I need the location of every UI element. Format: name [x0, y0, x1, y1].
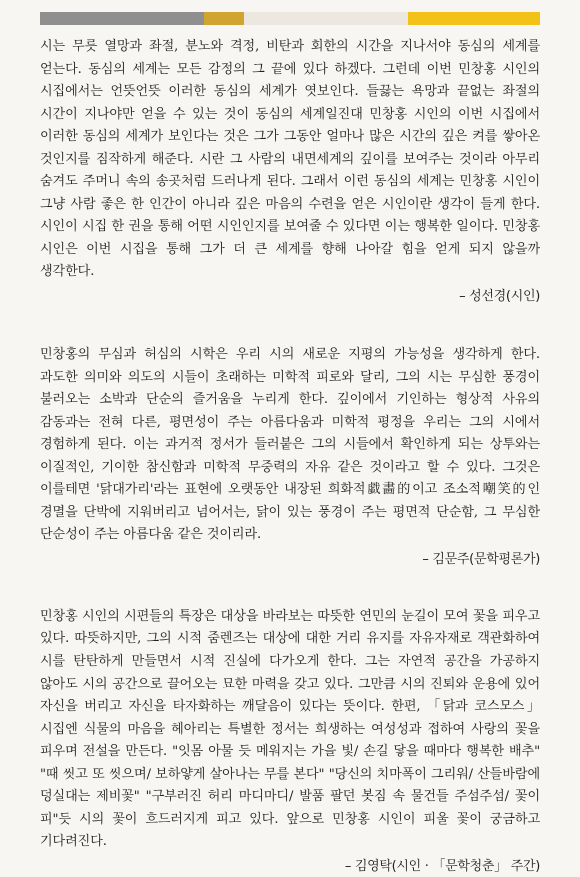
review-block-2: [40, 344, 540, 570]
review-block-3: [40, 606, 540, 877]
review-block-1: [40, 36, 540, 307]
decorative-color-bar: [40, 12, 540, 25]
review-author: – 성선경(시인): [459, 289, 540, 305]
review-text: 시는 무릇 열망과 좌절, 분노와 격정, 비탄과 회한의 시간을 지나서야 동심의 세계를 얻는다. 동심의 세계는 모든 감정의 그 끝에 있다 하겠다. 그런데 이번 민창홍 시인의 시집에서는 언뜻언뜻 이러한 동심의 세계가 엿보인다. 들끓는 욕망과 끝없는 좌절의 시간이 지나야만 얻을 수 있는 것이 동심의 세계일진대 민창홍 시인의 이번 시집에서 이러한 동심의 세계가 보인다는 것은 그가 그동안 얼마나 많은 시간의 깊은 켜를 쌓아온 것인지를 짐작하게 해준다. 시란 그 사람의 내면세계의 깊이를 보여주는 것이라 아무리 숨겨도 주머니 속의 송곳처럼 드러나게 된다. 그래서 이런 동심의 세계는 민창홍 시인이 그냥 사람 좋은 한 인간이 아니라 깊은 마음의 수련을 얻은 시인이란 생각이 들게 한다. 시인이 시집 한 권을 통해 어떤 시인인지를 보여줄 수 있다면 이는 행복한 일이다. 민창홍 시인은 이번 시집을 통해 그가 더 큰 세계를 향해 나아갈 힘을 얻게 되지 않을까 생각한다.: [40, 39, 540, 280]
review-column: [40, 36, 540, 877]
review-text: 민창홍의 무심과 허심의 시학은 우리 시의 새로운 지평의 가능성을 생각하게 한다. 과도한 의미와 의도의 시들이 초래하는 미학적 피로와 달리, 그의 시는 무심한 풍경이 불러오는 소박과 단순의 즐거움을 누리게 한다. 깊이에서 기인하는 형상적 사유의 감동과는 전혀 다른, 평면성이 주는 아름다움과 미학적 평정을 우리는 그의 시에서 경험하게 된다. 이는 과거적 정서가 들러붙은 그의 시들에서 확인하게 되는 상투와는 이질적인, 기이한 참신함과 미학적 무중력의 자유 같은 것이라고 할 수 있다. 그것은 이를테면 '닭대가리'라는 표현에 오랫동안 내장된 희화적戱畵的이고 조소적嘲笑的인 경멸을 단박에 지워버리고 넘어서는, 닭이 있는 풍경이 주는 평면적 단순함, 그 무심한 단순성이 주는 아름다움 같은 것이리라.: [40, 347, 540, 543]
color-bar-segment-gray: [40, 12, 204, 25]
section-spacer: [40, 307, 540, 344]
section-spacer: [40, 570, 540, 606]
color-bar-segment-ochre: [204, 12, 244, 25]
review-author: – 김영탁(시인 · 「문학청춘」 주간): [344, 858, 540, 874]
review-text: 민창홍 시인의 시편들의 특장은 대상을 바라보는 따뜻한 연민의 눈길이 모여 꽃을 피우고 있다. 따뜻하지만, 그의 시적 줌렌즈는 대상에 대한 거리 유지를 자유자재로 객관화하여 시를 탄탄하게 만들면서 시적 진실에 다가오게 한다. 그는 자연적 공간을 가공하지 않아도 시의 공간으로 끌어오는 묘한 마력을 갖고 있다. 그만큼 시의 진퇴와 운용에 있어 자신을 버리고 자신을 타자화하는 깨달음이 있다는 뜻이다. 한편, 「닭과 코스모스」 시집엔 식물의 마음을 헤아리는 특별한 정서는 희생하는 여성성과 접하여 사랑의 꽃을 피우며 전설을 만든다. "잇몸 아물 듯 메워지는 가을 빛/ 손길 닿을 때마다 행복한 배추" "때 씻고 또 씻으며/ 보하얗게 살아나는 무를 본다" "당신의 치마폭이 그리워/ 산들바람에 덩실대는 제비꽃" "구부러진 허리 마디마디/ 발품 팔던 봇짐 속 물건들 주섬주섬/ 꽃이 피"듯 시의 꽃이 흐드러지게 피고 있다. 앞으로 민창홍 시인이 피울 꽃이 궁금하고 기다려진다.: [40, 608, 540, 850]
review-author: – 김문주(문학평론가): [422, 551, 540, 567]
color-bar-segment-light: [244, 12, 408, 25]
color-bar-segment-yellow: [408, 12, 540, 25]
